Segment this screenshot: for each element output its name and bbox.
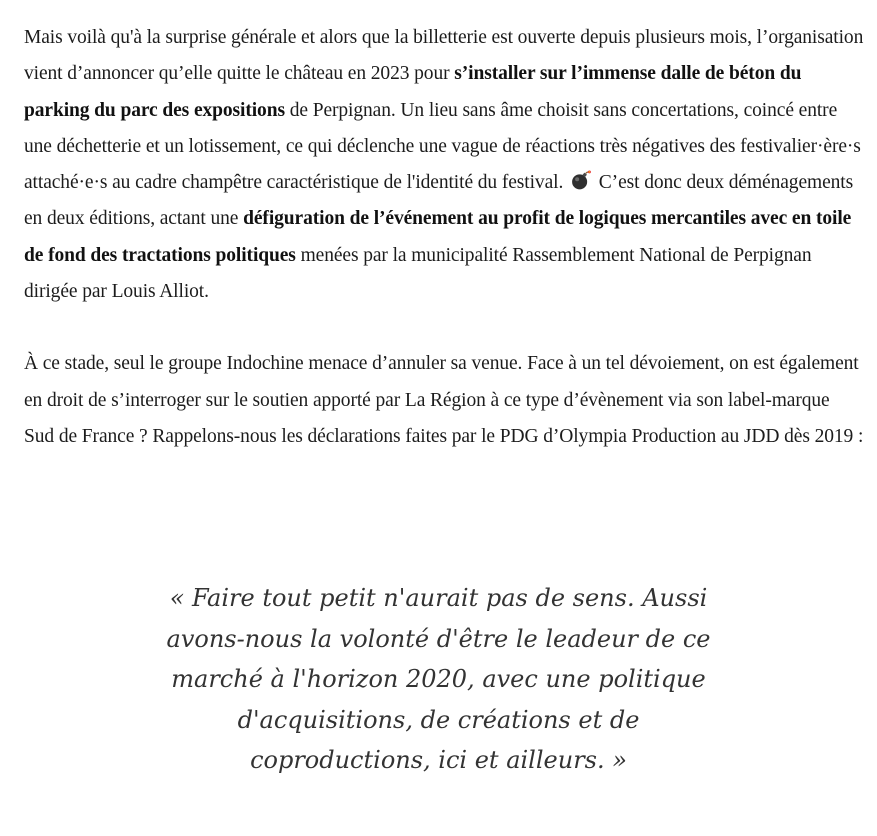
paragraph-indochine: À ce stade, seul le groupe Indochine menace d’annuler sa venue. Face à un tel dévoiement, on est également en droit de s’interroger sur le soutien apporté par La Région à ce type d’évènement via son label-marque Sud de France ? Rappelons-nous les déclarations faites par le PDG d’Olympia Production au JDD dès 2019 : bbox=[24, 353, 864, 447]
paragraph-festival-move bbox=[24, 20, 864, 310]
article-body bbox=[24, 20, 864, 455]
paragraph-text: Mais voilà qu'à la surprise générale et alors que la billetterie est ouverte depuis plusieurs mois, l’organisation vient d’annoncer qu’elle quitte le château en 2023 pour bbox=[24, 27, 864, 85]
emphasis-parking: s’installer sur l’immense dalle de béton du parking du parc des expositions bbox=[24, 63, 802, 121]
paragraph-text: menées par la municipalité Rassemblement National de Perpignan dirigée par Louis Alliot. bbox=[24, 244, 812, 303]
paragraph-text: C’est donc deux déménagements en deux éditions, actant une bbox=[24, 172, 854, 230]
emphasis-defiguration: défiguration de l’événement au profit de logiques mercantiles avec en toile de fond des tractations politiques bbox=[24, 208, 852, 266]
bomb-icon bbox=[570, 169, 592, 191]
pull-quote: « Faire tout petit n'aurait pas de sens. Aussi avons-nous la volonté d'être le leadeur de ce marché à l'horizon 2020, avec une politique d'acquisitions, de créations et de coproductions, ici et ailleurs. » bbox=[166, 584, 711, 774]
paragraph-text: de Perpignan. Un lieu sans âme choisit sans concertations, coincé entre une déchetterie et un lotissement, ce qui déclenche une vague de réactions très négatives des festivalier·ère·s attaché·e·s au cadre champêtre caractéristique de l'identité du festival. bbox=[24, 99, 861, 194]
